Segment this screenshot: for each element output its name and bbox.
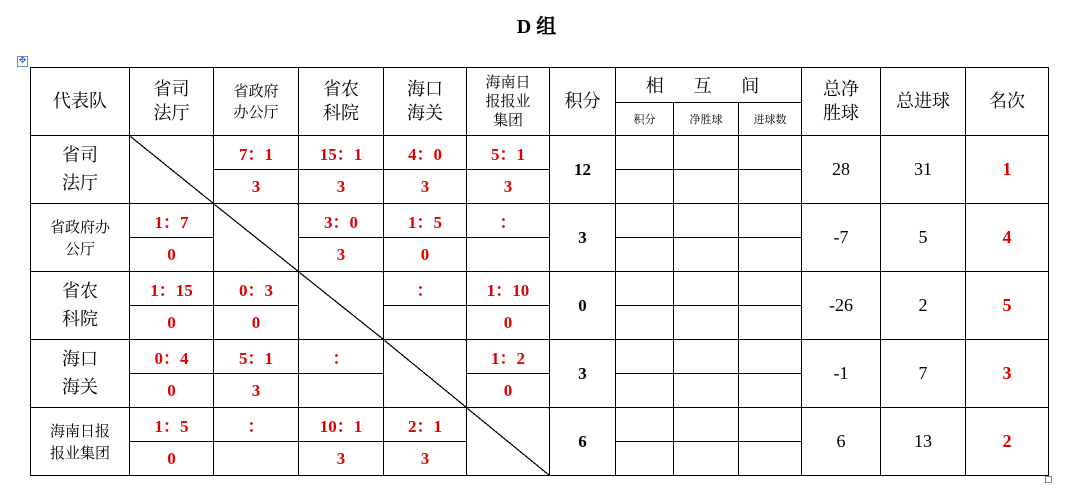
standings-table xyxy=(30,67,1049,476)
header-team: 代表队 xyxy=(31,68,130,136)
table-row xyxy=(31,136,1049,170)
match-score: 4：0 xyxy=(384,136,467,170)
match-points: 3 xyxy=(384,442,467,476)
match-points: 0 xyxy=(384,238,467,272)
rank-value: 3 xyxy=(966,340,1049,408)
match-score: 1：5 xyxy=(384,204,467,238)
match-score: 5：1 xyxy=(214,340,299,374)
table-row xyxy=(31,204,1049,238)
match-score: 1：15 xyxy=(130,272,214,306)
match-points: 3 xyxy=(299,170,384,204)
mutual-cell xyxy=(739,170,802,204)
diagonal-cell xyxy=(384,340,467,408)
match-points xyxy=(299,374,384,408)
diagonal-cell xyxy=(467,408,550,476)
mutual-cell xyxy=(616,272,674,306)
match-score: ： xyxy=(214,408,299,442)
match-score: 1：2 xyxy=(467,340,550,374)
header-mutual-goals: 进球数 xyxy=(739,103,802,136)
match-score: ： xyxy=(384,272,467,306)
diagonal-cell xyxy=(299,272,384,340)
team-name: 海南日报 报业集团 xyxy=(31,408,130,476)
points-value: 3 xyxy=(550,204,616,272)
header-opponent-4: 海口 海关 xyxy=(384,68,467,136)
match-score: 7：1 xyxy=(214,136,299,170)
match-points: 3 xyxy=(214,374,299,408)
match-points: 3 xyxy=(299,238,384,272)
match-score: 0：4 xyxy=(130,340,214,374)
match-points: 0 xyxy=(130,306,214,340)
diagonal-cell xyxy=(130,136,214,204)
match-points: 3 xyxy=(299,442,384,476)
total-goals-value: 7 xyxy=(881,340,966,408)
net-goals-value: -26 xyxy=(802,272,881,340)
points-value: 0 xyxy=(550,272,616,340)
mutual-cell xyxy=(739,306,802,340)
points-value: 12 xyxy=(550,136,616,204)
match-points: 0 xyxy=(467,374,550,408)
mutual-cell xyxy=(674,170,739,204)
header-mutual-points: 积分 xyxy=(616,103,674,136)
match-points xyxy=(384,306,467,340)
mutual-cell xyxy=(674,374,739,408)
mutual-cell xyxy=(616,204,674,238)
team-name: 省农 科院 xyxy=(31,272,130,340)
mutual-cell xyxy=(616,170,674,204)
mutual-cell xyxy=(674,306,739,340)
rank-value: 5 xyxy=(966,272,1049,340)
team-name: 省政府办 公厅 xyxy=(31,204,130,272)
net-goals-value: -7 xyxy=(802,204,881,272)
mutual-cell xyxy=(616,136,674,170)
mutual-cell xyxy=(616,374,674,408)
match-points: 3 xyxy=(384,170,467,204)
mutual-cell xyxy=(739,238,802,272)
match-points: 0 xyxy=(130,442,214,476)
total-goals-value: 31 xyxy=(881,136,966,204)
header-opponent-2: 省政府 办公厅 xyxy=(214,68,299,136)
mutual-cell xyxy=(739,442,802,476)
match-score: 5：1 xyxy=(467,136,550,170)
rank-value: 1 xyxy=(966,136,1049,204)
match-score: ： xyxy=(467,204,550,238)
standings-body xyxy=(31,136,1049,476)
match-score: 1：5 xyxy=(130,408,214,442)
match-score: ： xyxy=(299,340,384,374)
match-points: 3 xyxy=(214,170,299,204)
match-score: 2：1 xyxy=(384,408,467,442)
diagonal-cell xyxy=(214,204,299,272)
match-score: 10：1 xyxy=(299,408,384,442)
match-score: 1：10 xyxy=(467,272,550,306)
team-name: 省司 法厅 xyxy=(31,136,130,204)
mutual-cell xyxy=(739,136,802,170)
match-score: 3：0 xyxy=(299,204,384,238)
match-points: 0 xyxy=(130,238,214,272)
mutual-cell xyxy=(674,238,739,272)
total-goals-value: 13 xyxy=(881,408,966,476)
header-points: 积分 xyxy=(550,68,616,136)
header-mutual-net: 净胜球 xyxy=(674,103,739,136)
mutual-cell xyxy=(616,306,674,340)
move-arrows-icon[interactable]: ✥ xyxy=(18,56,27,66)
mutual-cell xyxy=(674,408,739,442)
match-score: 15：1 xyxy=(299,136,384,170)
match-points: 3 xyxy=(467,170,550,204)
net-goals-value: 6 xyxy=(802,408,881,476)
rank-value: 2 xyxy=(966,408,1049,476)
mutual-cell xyxy=(674,204,739,238)
match-score: 1：7 xyxy=(130,204,214,238)
net-goals-value: -1 xyxy=(802,340,881,408)
header-opponent-5: 海南日 报报业 集团 xyxy=(467,68,550,136)
mutual-cell xyxy=(739,408,802,442)
points-value: 6 xyxy=(550,408,616,476)
mutual-cell xyxy=(674,340,739,374)
table-row xyxy=(31,408,1049,442)
table-row xyxy=(31,272,1049,306)
mutual-cell xyxy=(616,408,674,442)
mutual-cell xyxy=(739,340,802,374)
mutual-cell xyxy=(674,442,739,476)
header-rank: 名次 xyxy=(966,68,1049,136)
header-opponent-3: 省农 科院 xyxy=(299,68,384,136)
total-goals-value: 5 xyxy=(881,204,966,272)
match-points: 0 xyxy=(130,374,214,408)
mutual-cell xyxy=(674,272,739,306)
points-value: 3 xyxy=(550,340,616,408)
mutual-cell xyxy=(739,272,802,306)
team-name: 海口 海关 xyxy=(31,340,130,408)
mutual-cell xyxy=(616,238,674,272)
match-score: 0：3 xyxy=(214,272,299,306)
header-total-goals: 总进球 xyxy=(881,68,966,136)
mutual-cell xyxy=(674,136,739,170)
table-row xyxy=(31,340,1049,374)
page-title: D 组 xyxy=(516,16,557,38)
resize-handle-icon[interactable] xyxy=(1045,476,1052,483)
match-points: 0 xyxy=(467,306,550,340)
mutual-cell xyxy=(616,340,674,374)
net-goals-value: 28 xyxy=(802,136,881,204)
header-net-goals: 总净 胜球 xyxy=(802,68,881,136)
header-opponent-1: 省司 法厅 xyxy=(130,68,214,136)
mutual-cell xyxy=(739,374,802,408)
mutual-cell xyxy=(739,204,802,238)
total-goals-value: 2 xyxy=(881,272,966,340)
mutual-cell xyxy=(616,442,674,476)
match-points: 0 xyxy=(214,306,299,340)
match-points xyxy=(214,442,299,476)
rank-value: 4 xyxy=(966,204,1049,272)
header-mutual: 相 互 间 xyxy=(616,68,802,103)
match-points xyxy=(467,238,550,272)
